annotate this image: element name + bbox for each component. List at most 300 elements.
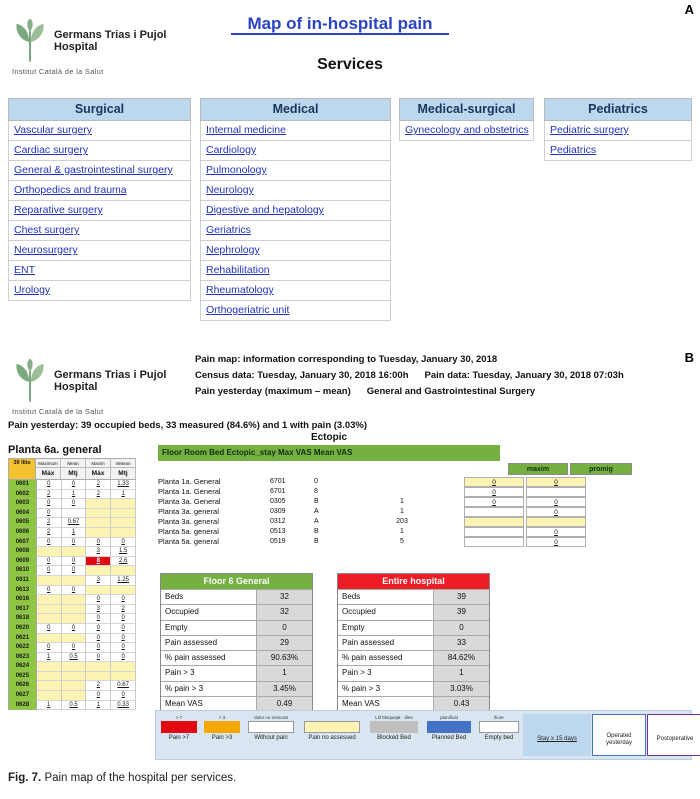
legend-item (476, 714, 522, 756)
service-link[interactable]: Reparative surgery (14, 204, 103, 216)
pain-value (37, 672, 62, 682)
pain-value: 2.6 (111, 557, 136, 567)
pain-value: 0 (37, 624, 62, 634)
ectopic-row (158, 487, 586, 497)
service-link[interactable]: Internal medicine (206, 124, 286, 136)
bed-number: 0628 (9, 701, 37, 711)
pain-value: 0.5 (62, 701, 87, 711)
max-vas-value (464, 537, 524, 547)
pain-value: 0 (37, 566, 62, 576)
pain-value (37, 547, 62, 557)
bed-number: 0621 (9, 634, 37, 644)
pain-value (111, 566, 136, 576)
pain-value (86, 566, 111, 576)
ward-row (9, 509, 136, 519)
pain-value: 0 (111, 624, 136, 634)
pain-value (86, 672, 111, 682)
service-link[interactable]: Cardiac surgery (14, 144, 89, 156)
summary-label: % pain > 3 (161, 682, 256, 696)
ward-group-header: Mean (61, 459, 86, 468)
room-number: 0309 (270, 508, 286, 515)
pain-value: 3 (86, 576, 111, 586)
figure-caption (8, 772, 236, 784)
bed-number: 0617 (9, 605, 37, 615)
service-link[interactable]: Pediatrics (550, 144, 597, 156)
pain-value (62, 672, 87, 682)
pain-value: 0 (37, 509, 62, 519)
pain-value (62, 662, 87, 672)
ward-row (9, 662, 136, 672)
ward-row (9, 672, 136, 682)
bed-number: 0626 (9, 681, 37, 691)
pain-value: 0 (86, 643, 111, 653)
ectopic-stay: 1 (400, 528, 404, 535)
bed-number: 0608 (9, 547, 37, 557)
service-link-row[interactable] (8, 181, 191, 201)
bed-number: 0602 (9, 490, 37, 500)
pain-value: 3 (86, 547, 111, 557)
ectopic-stay (340, 477, 464, 487)
ward-table (8, 444, 138, 710)
pain-value: 2 (37, 490, 62, 500)
floor6-summary-rows (161, 589, 312, 711)
floor-name: Planta 1a. General (158, 487, 221, 496)
service-link-row[interactable] (200, 261, 391, 281)
legend-item (158, 714, 200, 756)
service-link-row[interactable] (200, 141, 391, 161)
service-link-row[interactable] (200, 241, 391, 261)
ward-row (9, 528, 136, 538)
max-vas-value (464, 517, 524, 527)
mean-vas-value (526, 487, 586, 497)
maxim-column-header: maxim (508, 463, 568, 475)
bed-number: 0623 (9, 653, 37, 663)
bed-number: 0620 (9, 624, 37, 634)
floor6-summary-title: Floor 6 General (161, 574, 312, 589)
pediatrics-services-list (544, 121, 692, 161)
summary-value: 0.43 (433, 697, 489, 711)
report-info-line3 (195, 384, 624, 400)
pain-value: 1 (62, 528, 87, 538)
ward-group-header: Maximum (36, 459, 61, 468)
summary-row (161, 650, 312, 665)
bed-number: 0609 (9, 557, 37, 567)
pain-value: 0 (111, 634, 136, 644)
service-link-row[interactable] (8, 161, 191, 181)
legend-label: Stay ≥ 15 days (537, 736, 577, 743)
legend-label: Pain no assessed (308, 735, 356, 741)
service-link[interactable]: Chest surgery (14, 224, 80, 236)
service-link-row[interactable] (8, 241, 191, 261)
pain-value: 1 (86, 701, 111, 711)
service-link[interactable]: Gynecology and obstetrics (405, 124, 529, 136)
pain-value: 0 (62, 499, 87, 509)
floor6-summary-table (160, 573, 313, 712)
pain-value: 0 (62, 643, 87, 653)
ward-row (9, 566, 136, 576)
pain-value (37, 595, 62, 605)
ward-sub-headers (36, 468, 136, 480)
max-vas-value: 0 (464, 477, 524, 487)
pain-value: 0 (86, 634, 111, 644)
bed-number: 0616 (9, 595, 37, 605)
pain-value: 2 (37, 528, 62, 538)
service-link-row[interactable] (8, 281, 191, 301)
service-link-row[interactable] (8, 261, 191, 281)
pain-value (62, 634, 87, 644)
pain-value (62, 509, 87, 519)
pain-value: 1 (111, 490, 136, 500)
service-link[interactable]: Rehabilitation (206, 264, 270, 276)
max-vas-value: 0 (464, 487, 524, 497)
room-number: 6701 (270, 488, 286, 495)
service-link-row[interactable] (200, 161, 391, 181)
max-vas-value: 0 (464, 497, 524, 507)
ectopic-row (158, 527, 586, 537)
pain-value (86, 528, 111, 538)
bed-number: 0610 (9, 566, 37, 576)
legend-swatch (304, 721, 361, 733)
pain-value: 0 (37, 499, 62, 509)
pain-value: 0 (62, 538, 87, 548)
ward-row (9, 576, 136, 586)
summary-label: Empty (338, 621, 433, 635)
summary-value: 0.49 (256, 697, 312, 711)
mean-vas-value: 0 (526, 477, 586, 487)
logo-subtitle: Institut Català de la Salut (12, 407, 104, 416)
summary-row (338, 589, 489, 604)
panel-b (0, 348, 700, 768)
legend-label: Empty bed (484, 735, 514, 741)
bed-letter: B (314, 498, 319, 505)
hospital-logo-icon (12, 358, 48, 404)
service-link[interactable]: Pulmonology (206, 164, 267, 176)
logo-name-line1: Germans Trias i Pujol (54, 29, 167, 41)
ward-row (9, 605, 136, 615)
pain-value: 0 (37, 538, 62, 548)
summary-value: 1 (256, 666, 312, 680)
pain-value (37, 634, 62, 644)
pain-value (86, 662, 111, 672)
pain-value: 0 (111, 643, 136, 653)
summary-value: 3.03% (433, 682, 489, 696)
pain-value: 0.5 (62, 653, 87, 663)
hospital-logo-b (12, 358, 182, 416)
bed-number: 0605 (9, 518, 37, 528)
services-column-surgical (8, 98, 191, 301)
ectopic-table-header: Floor Room Bed Ectopic_stay Max VAS Mean VAS (158, 445, 500, 461)
bed-letter: A (314, 508, 319, 515)
bed-number: 0603 (9, 499, 37, 509)
bed-number: 0618 (9, 614, 37, 624)
summary-row (338, 620, 489, 635)
bed-number: 0625 (9, 672, 37, 682)
pain-value: 0 (37, 643, 62, 653)
color-legend (155, 710, 692, 760)
service-link[interactable]: Digestive and hepatology (206, 204, 324, 216)
pain-value: 0 (86, 538, 111, 548)
mean-vas-value: 0 (526, 507, 586, 517)
hospital-summary-rows (338, 589, 489, 711)
pain-value (62, 605, 87, 615)
service-link[interactable]: Geriatrics (206, 224, 251, 236)
floor-name: Planta 3a. general (158, 507, 219, 516)
legend-swatch (370, 721, 418, 733)
service-link-row[interactable] (200, 121, 391, 141)
pain-value: 0 (111, 595, 136, 605)
service-link-row[interactable] (8, 121, 191, 141)
service-link[interactable]: ENT (14, 264, 35, 276)
service-link[interactable]: Cardiology (206, 144, 257, 156)
service-link[interactable]: Orthopedics and trauma (14, 184, 127, 196)
legend-catalan-text: Llit bloquejat · dies (375, 715, 413, 720)
pain-yesterday-label: Pain yesterday (maximum – mean) (195, 386, 351, 397)
ectopic-stay: 5 (400, 538, 404, 545)
pain-value (62, 614, 87, 624)
legend-item (647, 714, 700, 756)
pain-value: 0 (62, 586, 87, 596)
bed-number: 0604 (9, 509, 37, 519)
summary-label: Empty (161, 621, 256, 635)
pain-data: Pain data: Tuesday, January 30, 2018 07:03h (424, 370, 624, 381)
ectopic-row (158, 537, 586, 547)
figure-title-text: Map of in-hospital pain (231, 14, 448, 35)
service-link[interactable]: Orthogeriatric unit (206, 304, 290, 316)
service-link[interactable]: Urology (14, 284, 51, 296)
summary-row (338, 650, 489, 665)
summary-row (338, 635, 489, 650)
service-link-row[interactable] (399, 121, 534, 141)
room-number: 6701 (270, 478, 286, 485)
pain-value (111, 586, 136, 596)
ward-row (9, 653, 136, 663)
legend-catalan-text: > 3 (218, 715, 226, 720)
service-link-row[interactable] (544, 121, 692, 141)
legend-swatch (479, 721, 519, 733)
pain-value: 0 (86, 653, 111, 663)
pain-value: 0 (62, 566, 87, 576)
pain-value (62, 547, 87, 557)
ectopic-stay: 203 (396, 518, 408, 525)
service-link[interactable]: Nephrology (206, 244, 260, 256)
pain-value (37, 605, 62, 615)
legend-swatch (161, 721, 197, 733)
pain-value: 0 (86, 595, 111, 605)
service-link-row[interactable] (200, 281, 391, 301)
legend-swatch (204, 721, 240, 733)
summary-row (161, 604, 312, 619)
room-number: 0312 (270, 518, 286, 525)
pain-summary-line: Pain yesterday: 39 occupied beds, 33 measured (84.6%) and 1 with pain (3.03%) (8, 420, 368, 431)
floor-name: Planta 3a. General (158, 497, 221, 506)
ward-group-header: Maxim (86, 459, 111, 468)
summary-row (161, 665, 312, 680)
pain-value: 0 (37, 586, 62, 596)
pain-value (86, 586, 111, 596)
pain-value: 0 (111, 538, 136, 548)
logo-name-line1: Germans Trias i Pujol (54, 369, 167, 381)
pain-value: 0 (111, 614, 136, 624)
service-link-row[interactable] (8, 141, 191, 161)
summary-label: Occupied (161, 605, 256, 619)
ward-group-header: mMean (111, 459, 136, 468)
column-header-medical: Medical (200, 98, 391, 121)
ward-row (9, 643, 136, 653)
ward-sub-header: Máx (86, 468, 111, 480)
ward-table-header (9, 459, 136, 480)
mean-vas-value (526, 517, 586, 527)
service-link[interactable]: Rheumatology (206, 284, 274, 296)
legend-item (299, 714, 365, 756)
pain-value (86, 518, 111, 528)
mean-vas-value: 0 (526, 527, 586, 537)
mean-vas-value: 0 (526, 497, 586, 507)
pain-value (37, 576, 62, 586)
pain-value: 0.67 (62, 518, 87, 528)
report-info (195, 352, 624, 400)
ectopic-rows (158, 477, 586, 547)
max-vas-value (464, 507, 524, 517)
ward-row (9, 586, 136, 596)
legend-item (592, 714, 646, 756)
service-link[interactable]: Pediatric surgery (550, 124, 629, 136)
beds-count-cell: 39 llits (9, 459, 36, 480)
pain-value: 0 (37, 480, 62, 490)
figure-caption-text: Pain map of the hospital per services. (44, 772, 237, 784)
pain-value: 2 (86, 480, 111, 490)
pain-value (37, 662, 62, 672)
ectopic-row (158, 507, 586, 517)
service-name: General and Gastrointestinal Surgery (366, 386, 536, 397)
legend-catalan-text: > 7 (175, 715, 183, 720)
summary-label: Occupied (338, 605, 433, 619)
pain-value: 3 (86, 605, 111, 615)
bed-number: 0607 (9, 538, 37, 548)
ward-sub-header: Máx (36, 468, 61, 480)
pain-value: 2 (86, 490, 111, 500)
pain-value: 1.25 (111, 576, 136, 586)
service-link-row[interactable] (8, 221, 191, 241)
ward-row (9, 614, 136, 624)
pain-value (86, 499, 111, 509)
service-link[interactable]: Neurology (206, 184, 254, 196)
ward-sub-header: Mtj (111, 468, 136, 480)
pain-value: 0 (111, 653, 136, 663)
ward-row (9, 518, 136, 528)
service-link-row[interactable] (200, 301, 391, 321)
ward-row (9, 691, 136, 701)
ward-row (9, 499, 136, 509)
ectopic-stay: 1 (400, 508, 404, 515)
service-link[interactable]: General & gastrointestinal surgery (14, 164, 173, 176)
pain-value (111, 662, 136, 672)
pain-value (62, 681, 87, 691)
pain-value: 2 (86, 681, 111, 691)
figure-title (170, 14, 510, 34)
pain-value: 1.5 (111, 547, 136, 557)
room-number: 0513 (270, 528, 286, 535)
legend-item (423, 714, 475, 756)
pain-value: 0 (86, 624, 111, 634)
service-link-row[interactable] (200, 181, 391, 201)
summary-label: Pain assessed (161, 636, 256, 650)
panel-a-label: A (684, 2, 694, 17)
summary-value: 39 (433, 590, 489, 604)
surgical-services-list (8, 121, 191, 301)
ward-row (9, 547, 136, 557)
pain-value: 0 (62, 480, 87, 490)
ward-row (9, 538, 136, 548)
summary-row (161, 635, 312, 650)
hospital-summary-title: Entire hospital (338, 574, 489, 589)
pain-value (111, 672, 136, 682)
floor-name: Planta 3a. general (158, 517, 219, 526)
ectopic-row (158, 477, 586, 487)
ward-table-grid (8, 458, 136, 710)
pain-value: 0 (62, 624, 87, 634)
ward-rows (9, 480, 136, 710)
summary-label: Beds (338, 590, 433, 604)
hospital-summary-table (337, 573, 490, 712)
pain-value (37, 614, 62, 624)
summary-row (338, 681, 489, 696)
pain-value (86, 509, 111, 519)
summary-value: 39 (433, 605, 489, 619)
floor-name: Planta 5a. general (158, 527, 219, 536)
bed-letter: A (314, 518, 319, 525)
legend-label: Pain >7 (168, 735, 190, 741)
report-info-line1: Pain map: information corresponding to Tuesday, January 30, 2018 (195, 354, 498, 365)
pain-value (62, 595, 87, 605)
report-info-line2 (195, 368, 624, 384)
service-link-row[interactable] (200, 201, 391, 221)
pain-value: 0 (111, 691, 136, 701)
census-data: Census data: Tuesday, January 30, 2018 16:00h (195, 370, 409, 381)
mean-vas-value: 0 (526, 537, 586, 547)
ward-table-title: Planta 6a. general (8, 444, 102, 456)
service-link-row[interactable] (200, 221, 391, 241)
summary-row (161, 589, 312, 604)
summary-label: Mean VAS (338, 697, 433, 711)
logo-name-line2: Hospital (54, 381, 98, 393)
legend-catalan-text: planificat (440, 715, 458, 720)
summary-value: 32 (256, 590, 312, 604)
pain-value: 0 (86, 614, 111, 624)
panel-b-label: B (684, 350, 694, 365)
summary-value: 32 (256, 605, 312, 619)
column-header-surgical: Surgical (8, 98, 191, 121)
pain-value: 2 (37, 518, 62, 528)
bed-number: 0622 (9, 643, 37, 653)
summary-row (338, 604, 489, 619)
summary-label: Pain > 3 (338, 666, 433, 680)
service-link[interactable]: Vascular surgery (14, 124, 93, 136)
legend-item (366, 714, 422, 756)
pain-value (111, 518, 136, 528)
service-link[interactable]: Neurosurgery (14, 244, 78, 256)
service-link-row[interactable] (544, 141, 692, 161)
legend-label: Postoperative (656, 736, 694, 743)
summary-label: % pain assessed (161, 651, 256, 665)
logo-name-line2: Hospital (54, 41, 98, 53)
ward-row (9, 557, 136, 567)
pain-value: 1 (62, 490, 87, 500)
legend-label: Planned Bed (431, 735, 467, 741)
legend-catalan-text: dolor no mesurat (254, 715, 288, 720)
pain-value: 1.33 (111, 480, 136, 490)
legend-label: Without pain (254, 735, 288, 741)
service-link-row[interactable] (8, 201, 191, 221)
